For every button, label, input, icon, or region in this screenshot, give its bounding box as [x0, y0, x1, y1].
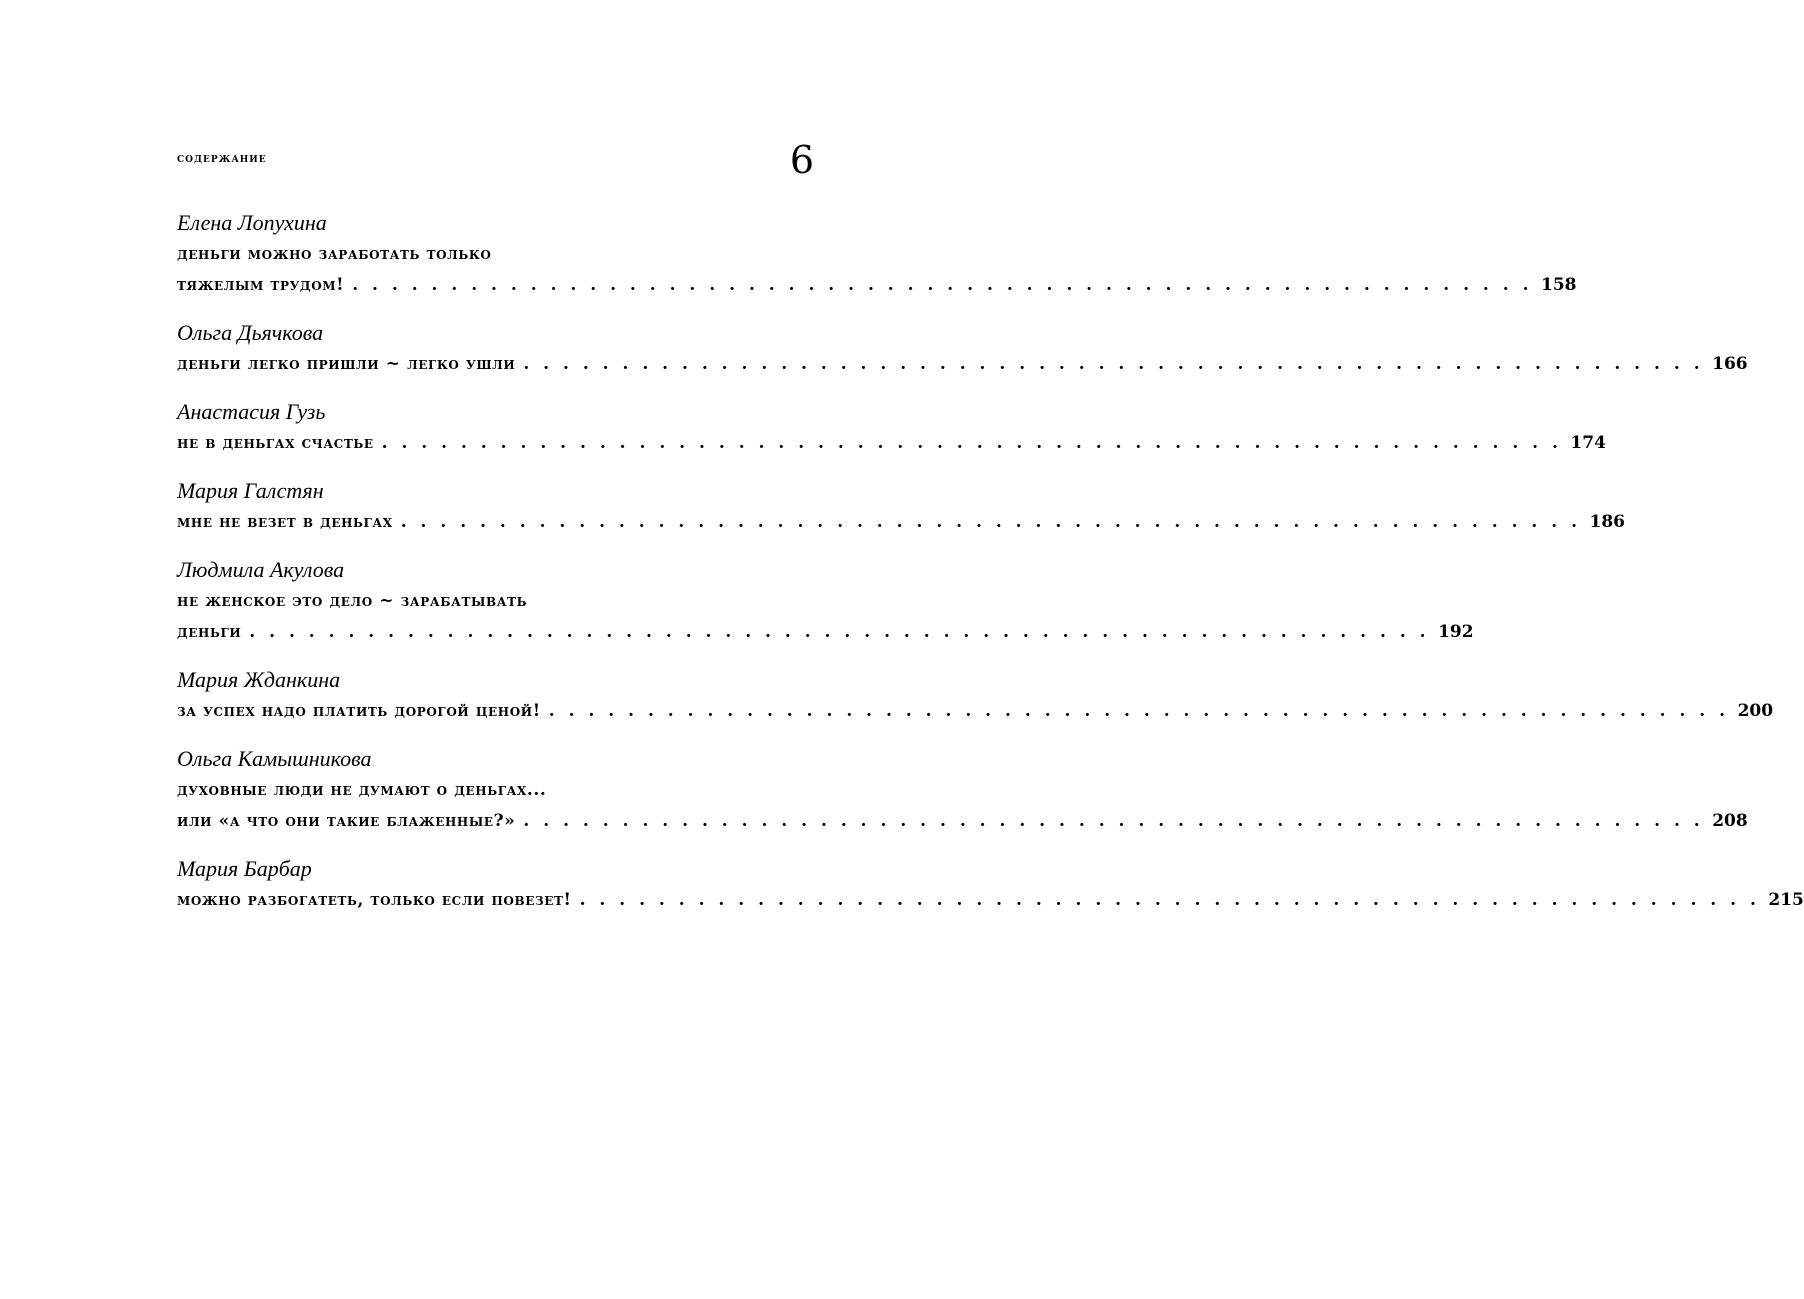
- toc-title-line: [177, 239, 817, 270]
- toc-title-line: [177, 270, 1577, 301]
- toc-page-number: 186: [1589, 512, 1626, 532]
- toc-title-text: деньги легко пришли ~ легко ушли: [177, 354, 516, 374]
- dot-leader: . . . . . . . . . . . . . . . . . . . . . . . . . . . . . . . . . . . . . . . . . . . . . . . . . . . . . . . . . . . .: [523, 811, 1704, 831]
- dot-leader: . . . . . . . . . . . . . . . . . . . . . . . . . . . . . . . . . . . . . . . . . . . . . . . . . . . . . . . . . . . .: [579, 890, 1760, 910]
- toc-entry: [177, 664, 1774, 727]
- page-header: [177, 140, 817, 190]
- toc-page-number: 166: [1712, 354, 1748, 374]
- toc-title-text: или «а что они такие блаженные?»: [177, 811, 516, 831]
- toc-page-number: 192: [1438, 622, 1474, 642]
- toc-title-text: деньги: [177, 622, 242, 642]
- toc-title-text: за успех надо платить дорогой ценой!: [177, 701, 541, 721]
- toc-title-text: духовные люди не думают о деньгах...: [177, 780, 547, 800]
- toc-title-line: [177, 586, 817, 617]
- toc-author: Ольга Камышникова: [177, 746, 372, 771]
- toc-title-text: тяжелым трудом!: [177, 275, 345, 295]
- toc-author: Мария Барбар: [177, 856, 312, 881]
- toc-entry: [177, 554, 1474, 648]
- page-number: 6: [789, 138, 814, 182]
- toc-page-number: 200: [1737, 701, 1774, 721]
- toc-title-text: не в деньгах счастье: [177, 433, 374, 453]
- toc-page-number: 174: [1570, 433, 1606, 453]
- dot-leader: . . . . . . . . . . . . . . . . . . . . . . . . . . . . . . . . . . . . . . . . . . . . . . . . . . . . . . . . . . . .: [400, 512, 1582, 532]
- table-of-contents: [177, 207, 1804, 932]
- toc-entry: [177, 853, 1804, 916]
- toc-title-line: [177, 696, 1774, 727]
- dot-leader: . . . . . . . . . . . . . . . . . . . . . . . . . . . . . . . . . . . . . . . . . . . . . . . . . . . . . . . . . . . .: [381, 433, 1562, 453]
- toc-title-text: не женское это дело ~ зарабатывать: [177, 591, 528, 611]
- toc-author: Елена Лопухина: [177, 210, 327, 235]
- dot-leader: . . . . . . . . . . . . . . . . . . . . . . . . . . . . . . . . . . . . . . . . . . . . . . . . . . . . . . . . . . . .: [523, 354, 1704, 374]
- toc-author: Мария Жданкина: [177, 667, 341, 692]
- dot-leader: . . . . . . . . . . . . . . . . . . . . . . . . . . . . . . . . . . . . . . . . . . . . . . . . . . . . . . . . . . . .: [249, 622, 1430, 642]
- toc-title-line: [177, 349, 1748, 380]
- dot-leader: . . . . . . . . . . . . . . . . . . . . . . . . . . . . . . . . . . . . . . . . . . . . . . . . . . . . . . . . . . . .: [548, 701, 1730, 721]
- toc-title-line: [177, 617, 1474, 648]
- toc-title-line: [177, 428, 1606, 459]
- toc-title-line: [177, 507, 1626, 538]
- toc-page-number: 158: [1541, 275, 1577, 295]
- dot-leader: . . . . . . . . . . . . . . . . . . . . . . . . . . . . . . . . . . . . . . . . . . . . . . . . . . . . . . . . . . . .: [352, 275, 1533, 295]
- toc-title-line: [177, 885, 1804, 916]
- toc-entry: [177, 396, 1606, 459]
- toc-entry: [177, 743, 1748, 837]
- section-title: содержание: [177, 151, 267, 166]
- toc-author: Ольга Дьячкова: [177, 320, 324, 345]
- toc-page-number: 208: [1712, 811, 1748, 831]
- toc-entry: [177, 207, 1577, 301]
- toc-title-text: мне не везет в деньгах: [177, 512, 393, 532]
- toc-author: Анастасия Гузь: [177, 399, 326, 424]
- toc-author: Мария Галстян: [177, 478, 324, 503]
- toc-title-line: [177, 806, 1748, 837]
- toc-entry: [177, 317, 1748, 380]
- toc-page-number: 215: [1768, 890, 1804, 910]
- toc-title-text: можно разбогатеть, только если повезет!: [177, 890, 572, 910]
- toc-entry: [177, 475, 1626, 538]
- toc-author: Людмила Акулова: [177, 557, 345, 582]
- toc-title-text: деньги можно заработать только: [177, 244, 492, 264]
- toc-title-line: [177, 775, 817, 806]
